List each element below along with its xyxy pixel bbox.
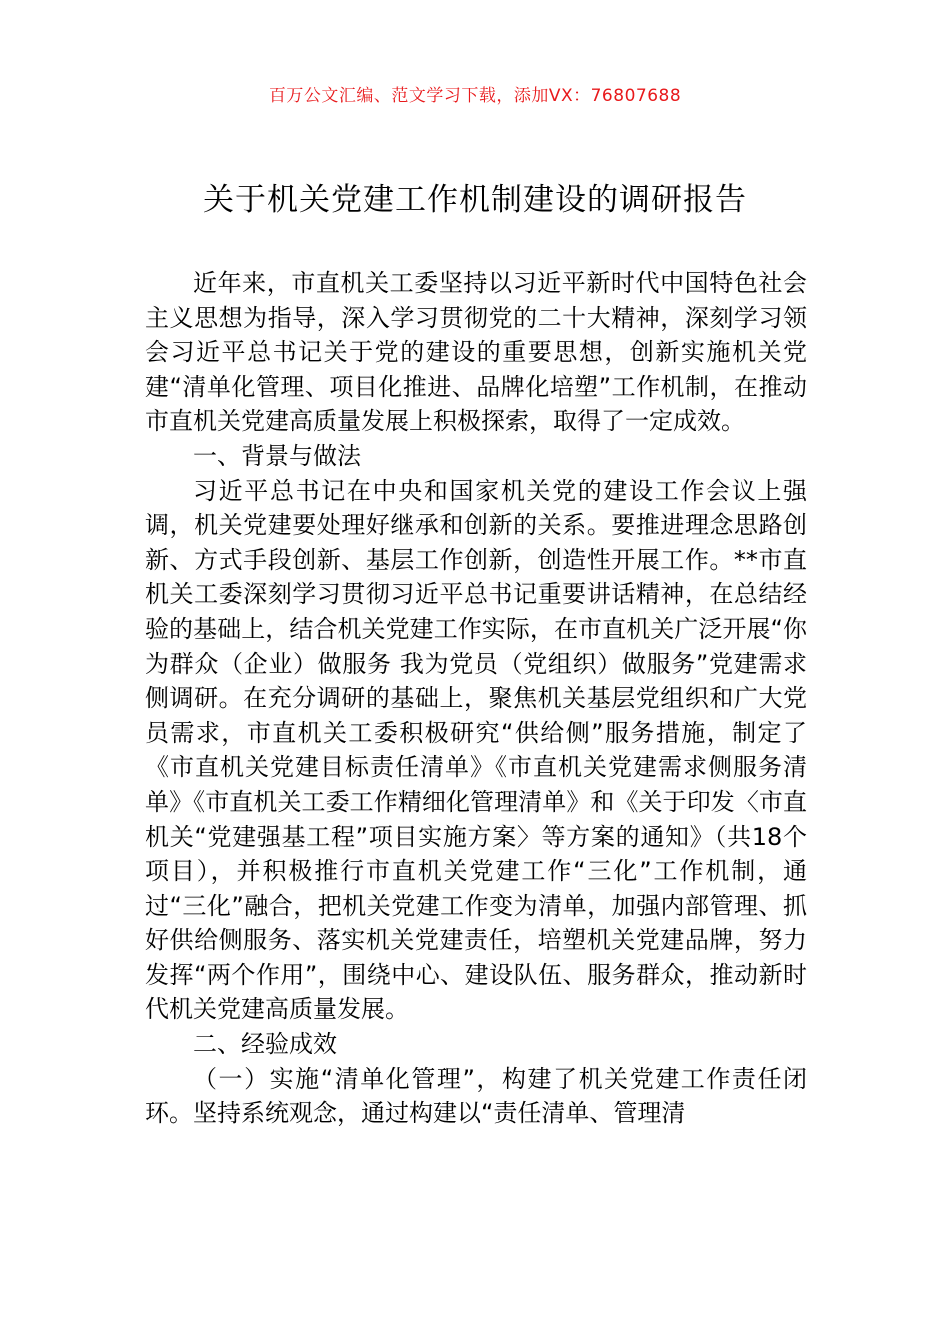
section-heading-background: 一、背景与做法 (193, 441, 361, 470)
paragraph-results-1: （一）实施“清单化管理”，构建了机关党建工作责任闭环。坚持系统观念，通过构建以“责任清单、管理清 (145, 1064, 807, 1128)
paragraph-intro: 近年来，市直机关工委坚持以习近平新时代中国特色社会主义思想为指导，深入学习贯彻党的二十大精神，深刻学习领会习近平总书记关于党的建设的重要思想，创新实施机关党建“清单化管理、项目化推进、品牌化培塑”工作机制，在推动市直机关党建高质量发展上积极探索，取得了一定成效。 (145, 269, 807, 436)
paragraph-background: 习近平总书记在中央和国家机关党的建设工作会议上强调，机关党建要处理好继承和创新的关系。要推进理念思路创新、方式手段创新、基层工作创新，创造性开展工作。**市直机关工委深刻学习贯彻习近平总书记重要讲话精神，在总结经验的基础上，结合机关党建工作实际，在市直机关广泛开展“你为群众（企业）做服务 我为党员（党组织）做服务”党建需求侧调研。在充分调研的基础上，聚焦机关基层党组织和广大党员需求，市直机关工委积极研究“供给侧”服务措施，制定了《市直机关党建目标责任清单》《市直机关党建需求侧服务清单》《市直机关工委工作精细化管理清单》和《关于印发〈市直机关“党建强基工程”项目实施方案〉等方案的通知》（共18个项目），并积极推行市直机关党建工作“三化”工作机制，通过“三化”融合，把机关党建工作变为清单，加强内部管理、抓好供给侧服务、落实机关党建责任，培塑机关党建品牌，努力发挥“两个作用”，围绕中心、建设队伍、服务群众，推动新时代机关党建高质量发展。 (145, 476, 807, 1024)
section-heading-results: 二、经验成效 (193, 1030, 337, 1059)
document-title: 关于机关党建工作机制建设的调研报告 (203, 182, 747, 218)
header-note: 百万公文汇编、范文学习下载，添加VX：76807688 (268, 86, 682, 106)
document-body (145, 266, 807, 1131)
